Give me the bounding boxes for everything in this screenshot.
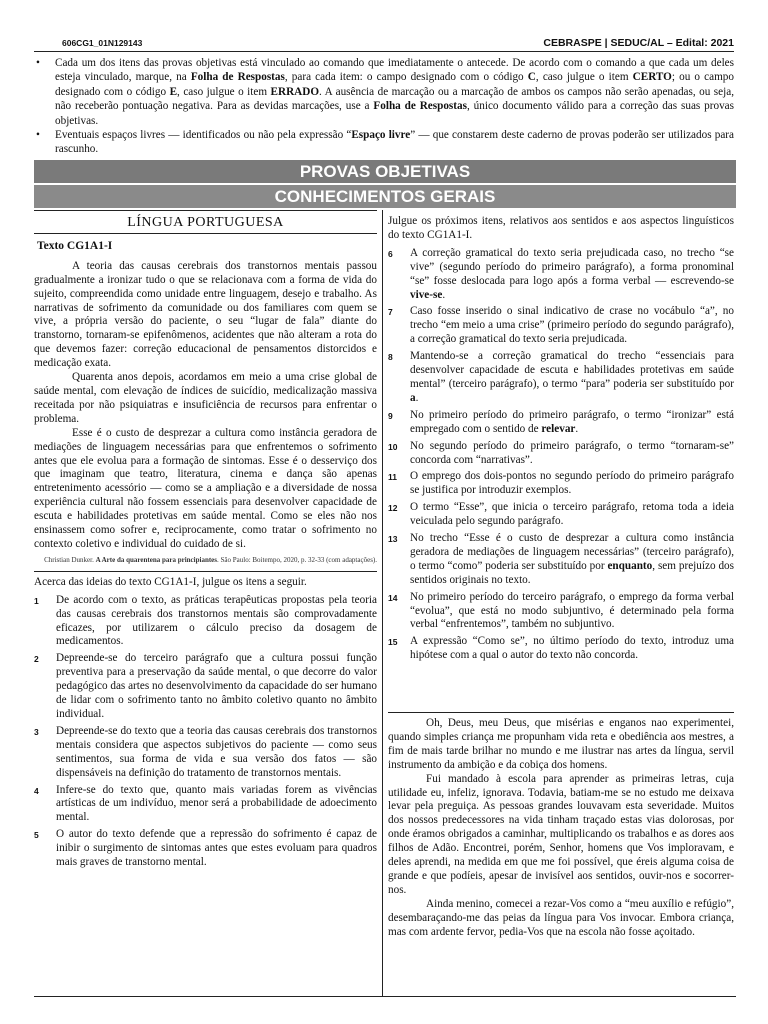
text-paragraph: Ainda menino, comecei a rezar-Vos como a “meu auxílio e refúgio”, desembaraçando-me das peias da língua para Vos invocar. Embora criança, mas com ardente fervor, pedia-Vos que na escola não fosse açoitado. (388, 897, 734, 938)
text-paragraph: Fui mandado à escola para aprender as primeiras letras, cuja utilidade eu, infeliz, ignorava. Todavia, batiam-me se no estudo me deixava levar pela preguiça. As pessoas grandes louvavam esta severidade. Muitos dos nossos predecessores na vida tinham traçado estas vias dolorosas, por onde éramos obrigados a caminhar, multiplicando os trabalhos e as dores aos filhos de Adão. Encontrei, porém, Senhor, homens que Vos imploravam, e deles aprendi, na medida em que me foi possível, que éreis alguma coisa de grande e que podíeis, apesar de invisível aos sentidos, ouvir-nos e socorrer-nos. (388, 772, 734, 896)
document-code: 606CG1_01N129143 (62, 38, 143, 48)
question-item: 14 No primeiro período do terceiro parágrafo, o emprego da forma verbal “evolua”, que está no modo subjuntivo, é determinado pela forma verbal “enfrentemos”, também no subjuntivo. (388, 590, 734, 631)
instructions (34, 56, 734, 157)
question-item: 6 A correção gramatical do texto seria prejudicada caso, no trecho “se vive” (segundo período do primeiro parágrafo), a forma pronominal “se” fosse deslocada para logo após a forma verbal — escrevendo-se vive-se. (388, 246, 734, 301)
question-item: 5 O autor do texto defende que a repressão do sofrimento é capaz de inibir o surgimento de sintomas antes que estes evoluam para quadros mais graves de transtorno mental. (34, 828, 377, 869)
items-lead: Julgue os próximos itens, relativos aos sentidos e aos aspectos linguísticos do texto CG1A1-I. (388, 215, 734, 241)
text-paragraph: A teoria das causas cerebrais dos transtornos mentais passou gradualmente a ironizar tudo o que se relacionava com a forma de vida do sujeito, compreendida como unidade entre linguagem, desejo e trabalho. As narrativas de sofrimento da comunidade ou dos familiares com quem se vive, a própria versão do paciente, o seu “lugar de fala” diante do transtorno, tornaram-se epifenômenos, acidentes que não alteram a rota do que devemos fazer: correção educacional de pensamentos distorcidos e medicação exata. (34, 259, 377, 370)
column-divider (382, 210, 383, 996)
divider (34, 571, 377, 572)
left-column (34, 210, 377, 873)
question-item: 13 No trecho “Esse é o custo de desprezar a cultura como instância geradora de mediações de linguagem necessárias” (terceiro parágrafo), o termo “como” poderia ser substituído por enquanto, sem prejuízo dos sentidos originais no texto. (388, 532, 734, 586)
text-paragraph: Quarenta anos depois, acordamos em meio a uma crise global de saúde mental, com elevação de índices de suicídio, medicalização massiva receitada por não psiquiatras e insuficiência de recursos para enfrentar o problema. (34, 371, 377, 425)
text-paragraph: Esse é o custo de desprezar a cultura como instância geradora de mediações de linguagem necessárias para que enfrentemos o sofrimento antes que ele evolua para a formação de sintomas. Esse é o desserviço dos que imaginam que teatro, literatura, cinema e dança são apenas entretenimento acessório — como se a ampliação e a diversidade de nossa experiência cultural não fossem essenciais para desenvolver capacidade de escuta e habilidades protetivas em saúde mental. Como se eles não nos ensinassem como sofrer e, reciprocamente, como tratar o sofrimento no contexto coletivo e individual do cuidado de si. (34, 426, 377, 550)
section-title: LÍNGUA PORTUGUESA (34, 210, 377, 233)
question-item: 10 No segundo período do primeiro parágrafo, o termo “tornaram-se” concorda com “narrativas”. (388, 439, 734, 466)
question-item: 9 No primeiro período do primeiro parágrafo, o termo “ironizar” está empregado com o sentido de relevar. (388, 408, 734, 435)
question-item: 7 Caso fosse inserido o sinal indicativo de crase no vocábulo “a”, no trecho “em meio a uma crise” (primeiro período do segundo parágrafo), a correção gramatical do texto seria prejudicada. (388, 305, 734, 346)
question-item: 11 O emprego dos dois-pontos no segundo período do primeiro parágrafo se justifica por introduzir exemplos. (388, 470, 734, 497)
question-item: 1 De acordo com o texto, as práticas terapêuticas propostas pela teoria das causas cerebrais dos transtornos mentais são comprovadamente eficazes, por utilizarem o cálculo preciso da dosagem de medicamentos. (34, 593, 377, 648)
question-item: 15 A expressão “Como se”, no último período do texto, introduz uma hipótese com a qual o autor do texto não concorda. (388, 635, 734, 662)
question-item: 12 O termo “Esse”, que inicia o terceiro parágrafo, retoma toda a ideia veiculada pelo segundo parágrafo. (388, 501, 734, 528)
bullet-icon: • (36, 129, 40, 142)
question-item: 4 Infere-se do texto que, quanto mais variadas forem as vivências artísticas de um indivíduo, menor será a probabilidade de adoecimento mental. (34, 783, 377, 824)
exam-organizer: CEBRASPE | SEDUC/AL – Edital: 2021 (543, 37, 734, 49)
instruction-item: • Cada um dos itens das provas objetivas está vinculado ao comando que imediatamente o antecede. De acordo com o comando a que cada um deles esteja vinculado, marque, na Folha de Respostas, para cada item: o campo designado com o código C, caso julgue o item CERTO; ou o campo designado com o código E, caso julgue o item ERRADO. A ausência de marcação ou a marcação de ambos os campos não serão apenadas, ou seja, não receberão pontuação negativa. Para as devidas marcações, use a Folha de Respostas, único documento válido para a correção das suas provas objetivas. (36, 57, 735, 127)
page-header (34, 36, 734, 52)
question-item: 2 Depreende-se do terceiro parágrafo que a cultura possui função preventiva para a preservação da saúde mental, o que decorre do valor pedagógico das artes no desenvolvimento da capacidade do ser humano de lidar com o sofrimento tanto no âmbito coletivo quanto no âmbito individual. (34, 652, 377, 720)
right-column (388, 215, 734, 666)
instruction-item: • Eventuais espaços livres — identificados ou não pela expressão “Espaço livre” — que constarem deste caderno de provas poderão ser utilizados para rascunho. (36, 129, 734, 156)
citation: Christian Dunker. A Arte da quarentena para principiantes. São Paulo: Boitempo, 2020, p. 32-33 (com adaptações). (44, 555, 377, 564)
question-item: 8 Mantendo-se a correção gramatical do trecho “essenciais para desenvolver capacidade de escuta e habilidades protetivas em saúde mental” (terceiro parágrafo), o termo “para” poderia ser substituído por a. (388, 350, 734, 404)
bullet-icon: • (36, 57, 40, 69)
items-lead: Acerca das ideias do texto CG1A1-I, julgue os itens a seguir. (34, 575, 307, 588)
text-title: Texto CG1A1-I (37, 239, 113, 252)
question-item: 3 Depreende-se do texto que a teoria das causas cerebrais dos transtornos mentais considera que aspectos subjetivos do paciente — como seus sentimentos, sua forma de vida e sua versão dos fatos — são dispensáveis na definição do tratamento de transtornos mentais. (34, 724, 377, 779)
conhecimentos-gerais-banner: CONHECIMENTOS GERAIS (34, 185, 736, 208)
divider (34, 233, 377, 234)
page-bottom-rule (34, 996, 736, 997)
second-text (388, 712, 734, 940)
provas-objetivas-banner: PROVAS OBJETIVAS (34, 160, 736, 183)
text-paragraph: Oh, Deus, meu Deus, que misérias e enganos nao experimentei, quando simples criança me propunham vida reta e obediência aos mestres, a fim de mais tarde brilhar no mundo e me ilustrar nas artes da língua, servil instrumento da ambição e da cobiça dos homens. (388, 717, 734, 771)
